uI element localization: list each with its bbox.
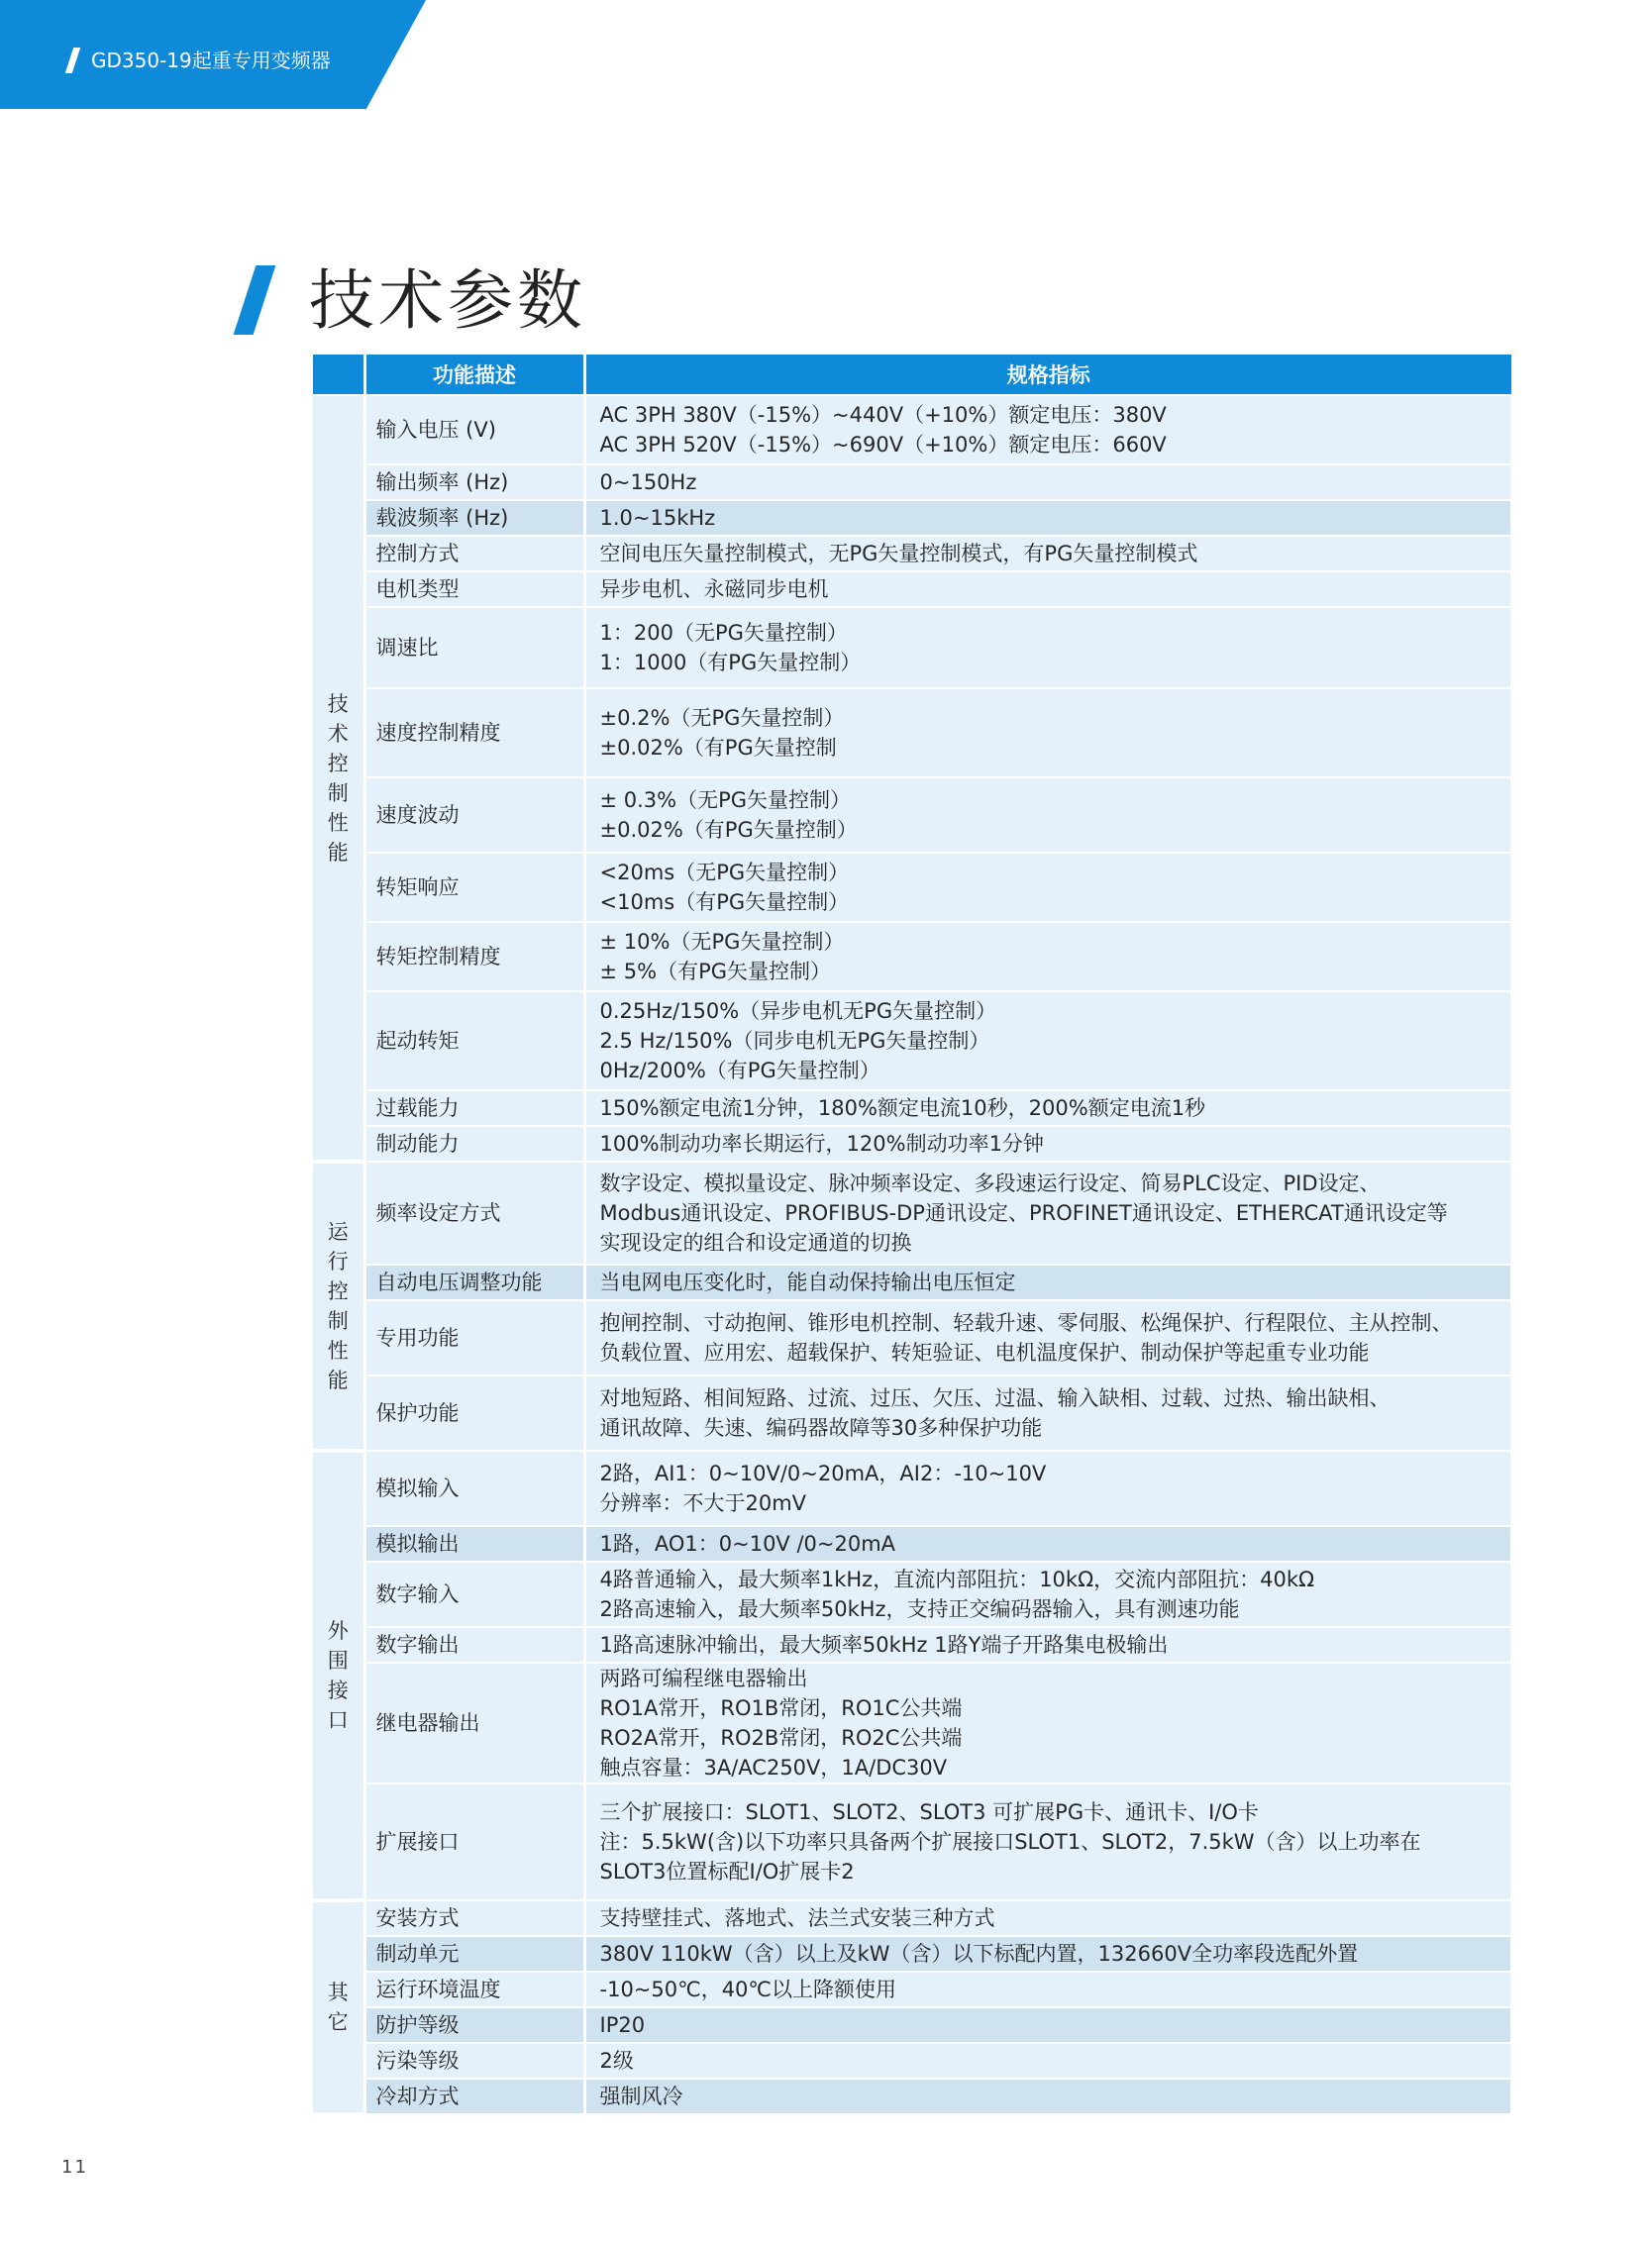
table-header-row bbox=[313, 355, 1511, 395]
header-title: GD350-19起重专用变频器 bbox=[91, 49, 331, 72]
spec-cell bbox=[584, 607, 1511, 688]
spec-cell bbox=[584, 500, 1511, 536]
table-row bbox=[313, 1936, 1511, 1972]
spec-cell bbox=[584, 853, 1511, 922]
func-cell: 模拟输出 bbox=[364, 1526, 584, 1562]
table-row bbox=[313, 1627, 1511, 1663]
spec-line: 当电网电压变化时，能自动保持输出电压恒定 bbox=[599, 1271, 1016, 1294]
func-cell: 制动单元 bbox=[364, 1936, 584, 1972]
spec-line: <10ms（有PG矢量控制） bbox=[599, 890, 850, 914]
spec-cell bbox=[584, 922, 1511, 991]
spec-cell bbox=[584, 2007, 1511, 2043]
func-cell: 控制方式 bbox=[364, 536, 584, 571]
spec-cell bbox=[584, 536, 1511, 571]
table-row bbox=[313, 1900, 1511, 1936]
table-row bbox=[313, 1162, 1511, 1265]
spec-cell bbox=[584, 1300, 1511, 1376]
spec-cell bbox=[584, 1162, 1511, 1265]
func-cell: 专用功能 bbox=[364, 1300, 584, 1376]
spec-cell bbox=[584, 688, 1511, 777]
table-row bbox=[313, 1451, 1511, 1526]
spec-cell bbox=[584, 991, 1511, 1090]
spec-cell bbox=[584, 1972, 1511, 2007]
func-cell: 转矩控制精度 bbox=[364, 922, 584, 991]
func-cell: 污染等级 bbox=[364, 2043, 584, 2079]
func-cell: 频率设定方式 bbox=[364, 1162, 584, 1265]
spec-line: <20ms（无PG矢量控制） bbox=[599, 861, 850, 884]
spec-cell bbox=[584, 1376, 1511, 1451]
spec-line: ± 10%（无PG矢量控制） bbox=[599, 930, 845, 954]
group-label-cell bbox=[313, 1451, 364, 1900]
spec-line: ±0.02%（有PG矢量控制 bbox=[599, 736, 837, 760]
table-row bbox=[313, 1126, 1511, 1162]
table-row bbox=[313, 688, 1511, 777]
spec-line: 0.25Hz/150%（异步电机无PG矢量控制） bbox=[599, 999, 997, 1023]
spec-cell bbox=[584, 1663, 1511, 1783]
spec-line: 0~150Hz bbox=[599, 470, 697, 494]
spec-line: 100%制动功率长期运行，120%制动功率1分钟 bbox=[599, 1132, 1044, 1156]
spec-line: 对地短路、相间短路、过流、过压、欠压、过温、输入缺相、过载、过热、输出缺相、 bbox=[599, 1386, 1391, 1410]
func-cell: 起动转矩 bbox=[364, 991, 584, 1090]
page-heading: 技术参数 bbox=[309, 262, 586, 339]
table-row bbox=[313, 1783, 1511, 1900]
spec-line: 实现设定的组合和设定通道的切换 bbox=[599, 1231, 912, 1255]
group-label: 其它 bbox=[327, 1981, 349, 2034]
spec-cell bbox=[584, 571, 1511, 607]
func-cell: 安装方式 bbox=[364, 1900, 584, 1936]
spec-line: 两路可编程继电器输出 bbox=[599, 1667, 808, 1690]
spec-line: 数字设定、模拟量设定、脉冲频率设定、多段速运行设定、简易PLC设定、PID设定、 bbox=[599, 1172, 1381, 1195]
spec-line: 异步电机、永磁同步电机 bbox=[599, 577, 829, 601]
header-blank-cell bbox=[313, 355, 364, 395]
spec-line: IP20 bbox=[599, 2013, 646, 2037]
func-cell: 输入电压 (V) bbox=[364, 395, 584, 464]
func-cell: 运行环境温度 bbox=[364, 1972, 584, 2007]
func-cell: 过载能力 bbox=[364, 1090, 584, 1126]
spec-line: 强制风冷 bbox=[599, 2085, 683, 2108]
table-row bbox=[313, 991, 1511, 1090]
spec-line: 注：5.5kW(含)以下功率只具备两个扩展接口SLOT1、SLOT2，7.5kW（含）以上功率在 bbox=[599, 1830, 1421, 1854]
table-row bbox=[313, 922, 1511, 991]
func-cell: 转矩响应 bbox=[364, 853, 584, 922]
spec-cell bbox=[584, 2043, 1511, 2079]
func-cell: 冷却方式 bbox=[364, 2079, 584, 2114]
spec-cell bbox=[584, 1090, 1511, 1126]
spec-line: 空间电压矢量控制模式，无PG矢量控制模式，有PG矢量控制模式 bbox=[599, 542, 1198, 565]
func-cell: 数字输出 bbox=[364, 1627, 584, 1663]
table-row bbox=[313, 2007, 1511, 2043]
spec-line: 1.0~15kHz bbox=[599, 506, 716, 530]
spec-line: AC 3PH 380V（-15%）~440V（+10%）额定电压：380V bbox=[599, 403, 1167, 427]
spec-line: 4路普通输入，最大频率1kHz，直流内部阻抗：10kΩ，交流内部阻抗：40kΩ bbox=[599, 1568, 1315, 1591]
func-cell: 数字输入 bbox=[364, 1562, 584, 1627]
spec-line: 1：1000（有PG矢量控制） bbox=[599, 651, 862, 674]
spec-line: 2路，AI1：0~10V/0~20mA，AI2：-10~10V bbox=[599, 1462, 1047, 1485]
spec-line: 1路，AO1：0~10V /0~20mA bbox=[599, 1532, 896, 1556]
spec-table-body bbox=[313, 395, 1511, 2114]
spec-line: 380V 110kW（含）以上及kW（含）以下标配内置，132660V全功率段选配外置 bbox=[599, 1942, 1359, 1966]
page-number: 11 bbox=[61, 2157, 88, 2178]
spec-cell bbox=[584, 1900, 1511, 1936]
group-label: 外围接口 bbox=[327, 1619, 349, 1732]
table-row bbox=[313, 395, 1511, 464]
func-cell: 保护功能 bbox=[364, 1376, 584, 1451]
col-header-spec: 规格指标 bbox=[584, 355, 1511, 395]
group-label: 运行控制性能 bbox=[327, 1220, 349, 1392]
spec-line: 0Hz/200%（有PG矢量控制） bbox=[599, 1059, 880, 1082]
group-label-cell bbox=[313, 1162, 364, 1451]
spec-cell bbox=[584, 1627, 1511, 1663]
spec-line: 触点容量：3A/AC250V，1A/DC30V bbox=[599, 1756, 948, 1780]
func-cell: 载波频率 (Hz) bbox=[364, 500, 584, 536]
table-row bbox=[313, 571, 1511, 607]
group-label-cell bbox=[313, 395, 364, 1162]
spec-cell bbox=[584, 1562, 1511, 1627]
spec-line: 三个扩展接口：SLOT1、SLOT2、SLOT3 可扩展PG卡、通讯卡、I/O卡 bbox=[599, 1800, 1259, 1824]
spec-cell bbox=[584, 395, 1511, 464]
func-cell: 制动能力 bbox=[364, 1126, 584, 1162]
spec-cell bbox=[584, 1526, 1511, 1562]
spec-cell bbox=[584, 1451, 1511, 1526]
spec-line: 通讯故障、失速、编码器故障等30多种保护功能 bbox=[599, 1416, 1043, 1440]
table-row bbox=[313, 853, 1511, 922]
spec-line: Modbus通讯设定、PROFIBUS-DP通讯设定、PROFINET通讯设定、ETHERCAT通讯设定等 bbox=[599, 1201, 1448, 1225]
table-row bbox=[313, 464, 1511, 500]
table-row bbox=[313, 536, 1511, 571]
spec-cell bbox=[584, 1936, 1511, 1972]
col-header-func: 功能描述 bbox=[364, 355, 584, 395]
spec-line: 抱闸控制、寸动抱闸、锥形电机控制、轻载升速、零伺服、松绳保护、行程限位、主从控制、 bbox=[599, 1311, 1453, 1335]
spec-line: 1路高速脉冲输出，最大频率50kHz 1路Y端子开路集电极输出 bbox=[599, 1633, 1169, 1657]
table-row bbox=[313, 1300, 1511, 1376]
table-row bbox=[313, 1972, 1511, 2007]
table-row bbox=[313, 500, 1511, 536]
spec-line: 分辨率：不大于20mV bbox=[599, 1491, 807, 1515]
spec-cell bbox=[584, 1126, 1511, 1162]
spec-line: RO2A常开，RO2B常闭，RO2C公共端 bbox=[599, 1726, 963, 1750]
spec-line: 2级 bbox=[599, 2049, 634, 2073]
group-label-cell bbox=[313, 1900, 364, 2114]
spec-table bbox=[313, 355, 1513, 2116]
table-row bbox=[313, 2043, 1511, 2079]
spec-cell bbox=[584, 464, 1511, 500]
func-cell: 继电器输出 bbox=[364, 1663, 584, 1783]
table-row bbox=[313, 607, 1511, 688]
spec-line: 支持壁挂式、落地式、法兰式安装三种方式 bbox=[599, 1906, 995, 1930]
spec-line: RO1A常开，RO1B常闭，RO1C公共端 bbox=[599, 1696, 963, 1720]
table-row bbox=[313, 1376, 1511, 1451]
func-cell: 输出频率 (Hz) bbox=[364, 464, 584, 500]
func-cell: 防护等级 bbox=[364, 2007, 584, 2043]
func-cell: 模拟输入 bbox=[364, 1451, 584, 1526]
func-cell: 自动电压调整功能 bbox=[364, 1265, 584, 1300]
spec-cell bbox=[584, 1783, 1511, 1900]
table-row bbox=[313, 1526, 1511, 1562]
func-cell: 扩展接口 bbox=[364, 1783, 584, 1900]
spec-line: 1：200（无PG矢量控制） bbox=[599, 621, 848, 645]
func-cell: 速度波动 bbox=[364, 777, 584, 853]
heading-slash-icon bbox=[234, 265, 276, 335]
spec-line: ±0.2%（无PG矢量控制） bbox=[599, 706, 845, 730]
spec-line: -10~50℃，40℃以上降额使用 bbox=[599, 1978, 897, 2001]
spec-line: SLOT3位置标配I/O扩展卡2 bbox=[599, 1860, 855, 1884]
spec-line: 2路高速输入，最大频率50kHz，支持正交编码器输入，具有测速功能 bbox=[599, 1597, 1240, 1621]
spec-line: 2.5 Hz/150%（同步电机无PG矢量控制） bbox=[599, 1029, 990, 1053]
func-cell: 速度控制精度 bbox=[364, 688, 584, 777]
spec-line: 150%额定电流1分钟，180%额定电流10秒，200%额定电流1秒 bbox=[599, 1096, 1206, 1120]
table-row bbox=[313, 1265, 1511, 1300]
group-label: 技术控制性能 bbox=[327, 691, 349, 865]
spec-line: ±0.02%（有PG矢量控制） bbox=[599, 818, 858, 842]
spec-cell bbox=[584, 1265, 1511, 1300]
table-row bbox=[313, 2079, 1511, 2114]
table-row bbox=[313, 1090, 1511, 1126]
spec-cell bbox=[584, 777, 1511, 853]
spec-line: 负载位置、应用宏、超载保护、转矩验证、电机温度保护、制动保护等起重专业功能 bbox=[599, 1341, 1370, 1365]
spec-line: AC 3PH 520V（-15%）~690V（+10%）额定电压：660V bbox=[599, 433, 1167, 457]
spec-cell bbox=[584, 2079, 1511, 2114]
spec-line: ± 0.3%（无PG矢量控制） bbox=[599, 788, 852, 812]
table-row bbox=[313, 1562, 1511, 1627]
func-cell: 电机类型 bbox=[364, 571, 584, 607]
func-cell: 调速比 bbox=[364, 607, 584, 688]
table-row bbox=[313, 1663, 1511, 1783]
table-row bbox=[313, 777, 1511, 853]
spec-line: ± 5%（有PG矢量控制） bbox=[599, 960, 832, 983]
